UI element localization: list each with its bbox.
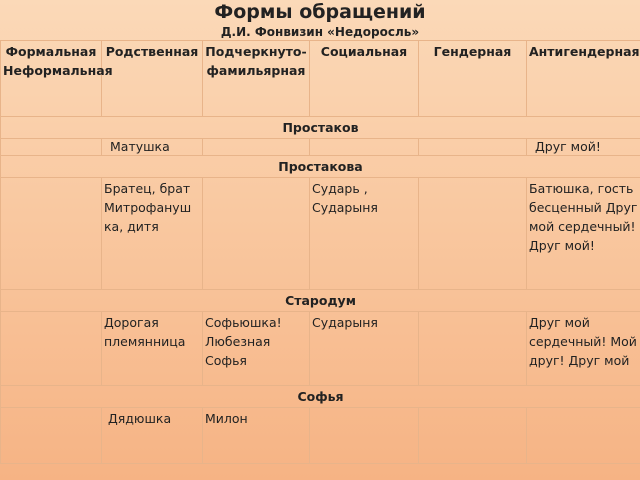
table-cell	[310, 139, 419, 156]
header-row	[1, 41, 640, 117]
section-name: Стародум	[1, 290, 640, 312]
table-cell: Матушка	[102, 139, 203, 156]
table-cell: Дорогая племянница	[102, 312, 203, 386]
column-header: Социальная	[310, 41, 419, 117]
section-name: Простакова	[1, 156, 640, 178]
section-row	[1, 290, 640, 312]
table-cell	[1, 312, 102, 386]
table-row	[1, 312, 640, 386]
table-cell: Братец, брат Митрофануш ка, дитя	[102, 178, 203, 290]
table-cell	[419, 139, 527, 156]
table-row	[1, 139, 640, 156]
column-header: Родственная	[102, 41, 203, 117]
section-name: Простаков	[1, 117, 640, 139]
table-cell: Друг мой!	[527, 139, 640, 156]
column-header: Гендерная	[419, 41, 527, 117]
table-cell	[419, 408, 527, 464]
table-cell: Друг мой сердечный! Мой друг! Друг мой	[527, 312, 640, 386]
section-row	[1, 386, 640, 408]
table-cell	[1, 408, 102, 464]
table-cell: Сударыня	[310, 312, 419, 386]
table-row	[1, 408, 640, 464]
section-row	[1, 156, 640, 178]
table-cell: Софьюшка! Любезная Софья	[203, 312, 310, 386]
section-name: Софья	[1, 386, 640, 408]
table-cell	[310, 408, 419, 464]
table-cell: Дядюшка	[102, 408, 203, 464]
table-cell	[203, 178, 310, 290]
column-header: Формальная Неформальная	[1, 41, 102, 117]
table-row	[1, 178, 640, 290]
table-cell: Милон	[203, 408, 310, 464]
table-cell	[203, 139, 310, 156]
table-cell	[1, 139, 102, 156]
address-forms-table	[0, 40, 640, 464]
page-title: Формы обращений	[214, 1, 426, 23]
page-subtitle: Д.И. Фонвизин «Недоросль»	[220, 25, 420, 39]
table-cell: Сударь , Сударыня	[310, 178, 419, 290]
column-header: Антигендерная	[527, 41, 640, 117]
column-header: Подчеркнуто-фамильярная	[203, 41, 310, 117]
section-row	[1, 117, 640, 139]
table-cell: Батюшка, гость бесценный Друг мой сердечный! Друг мой!	[527, 178, 640, 290]
table-cell	[527, 408, 640, 464]
table-cell	[1, 178, 102, 290]
table-cell	[419, 178, 527, 290]
table-cell	[419, 312, 527, 386]
